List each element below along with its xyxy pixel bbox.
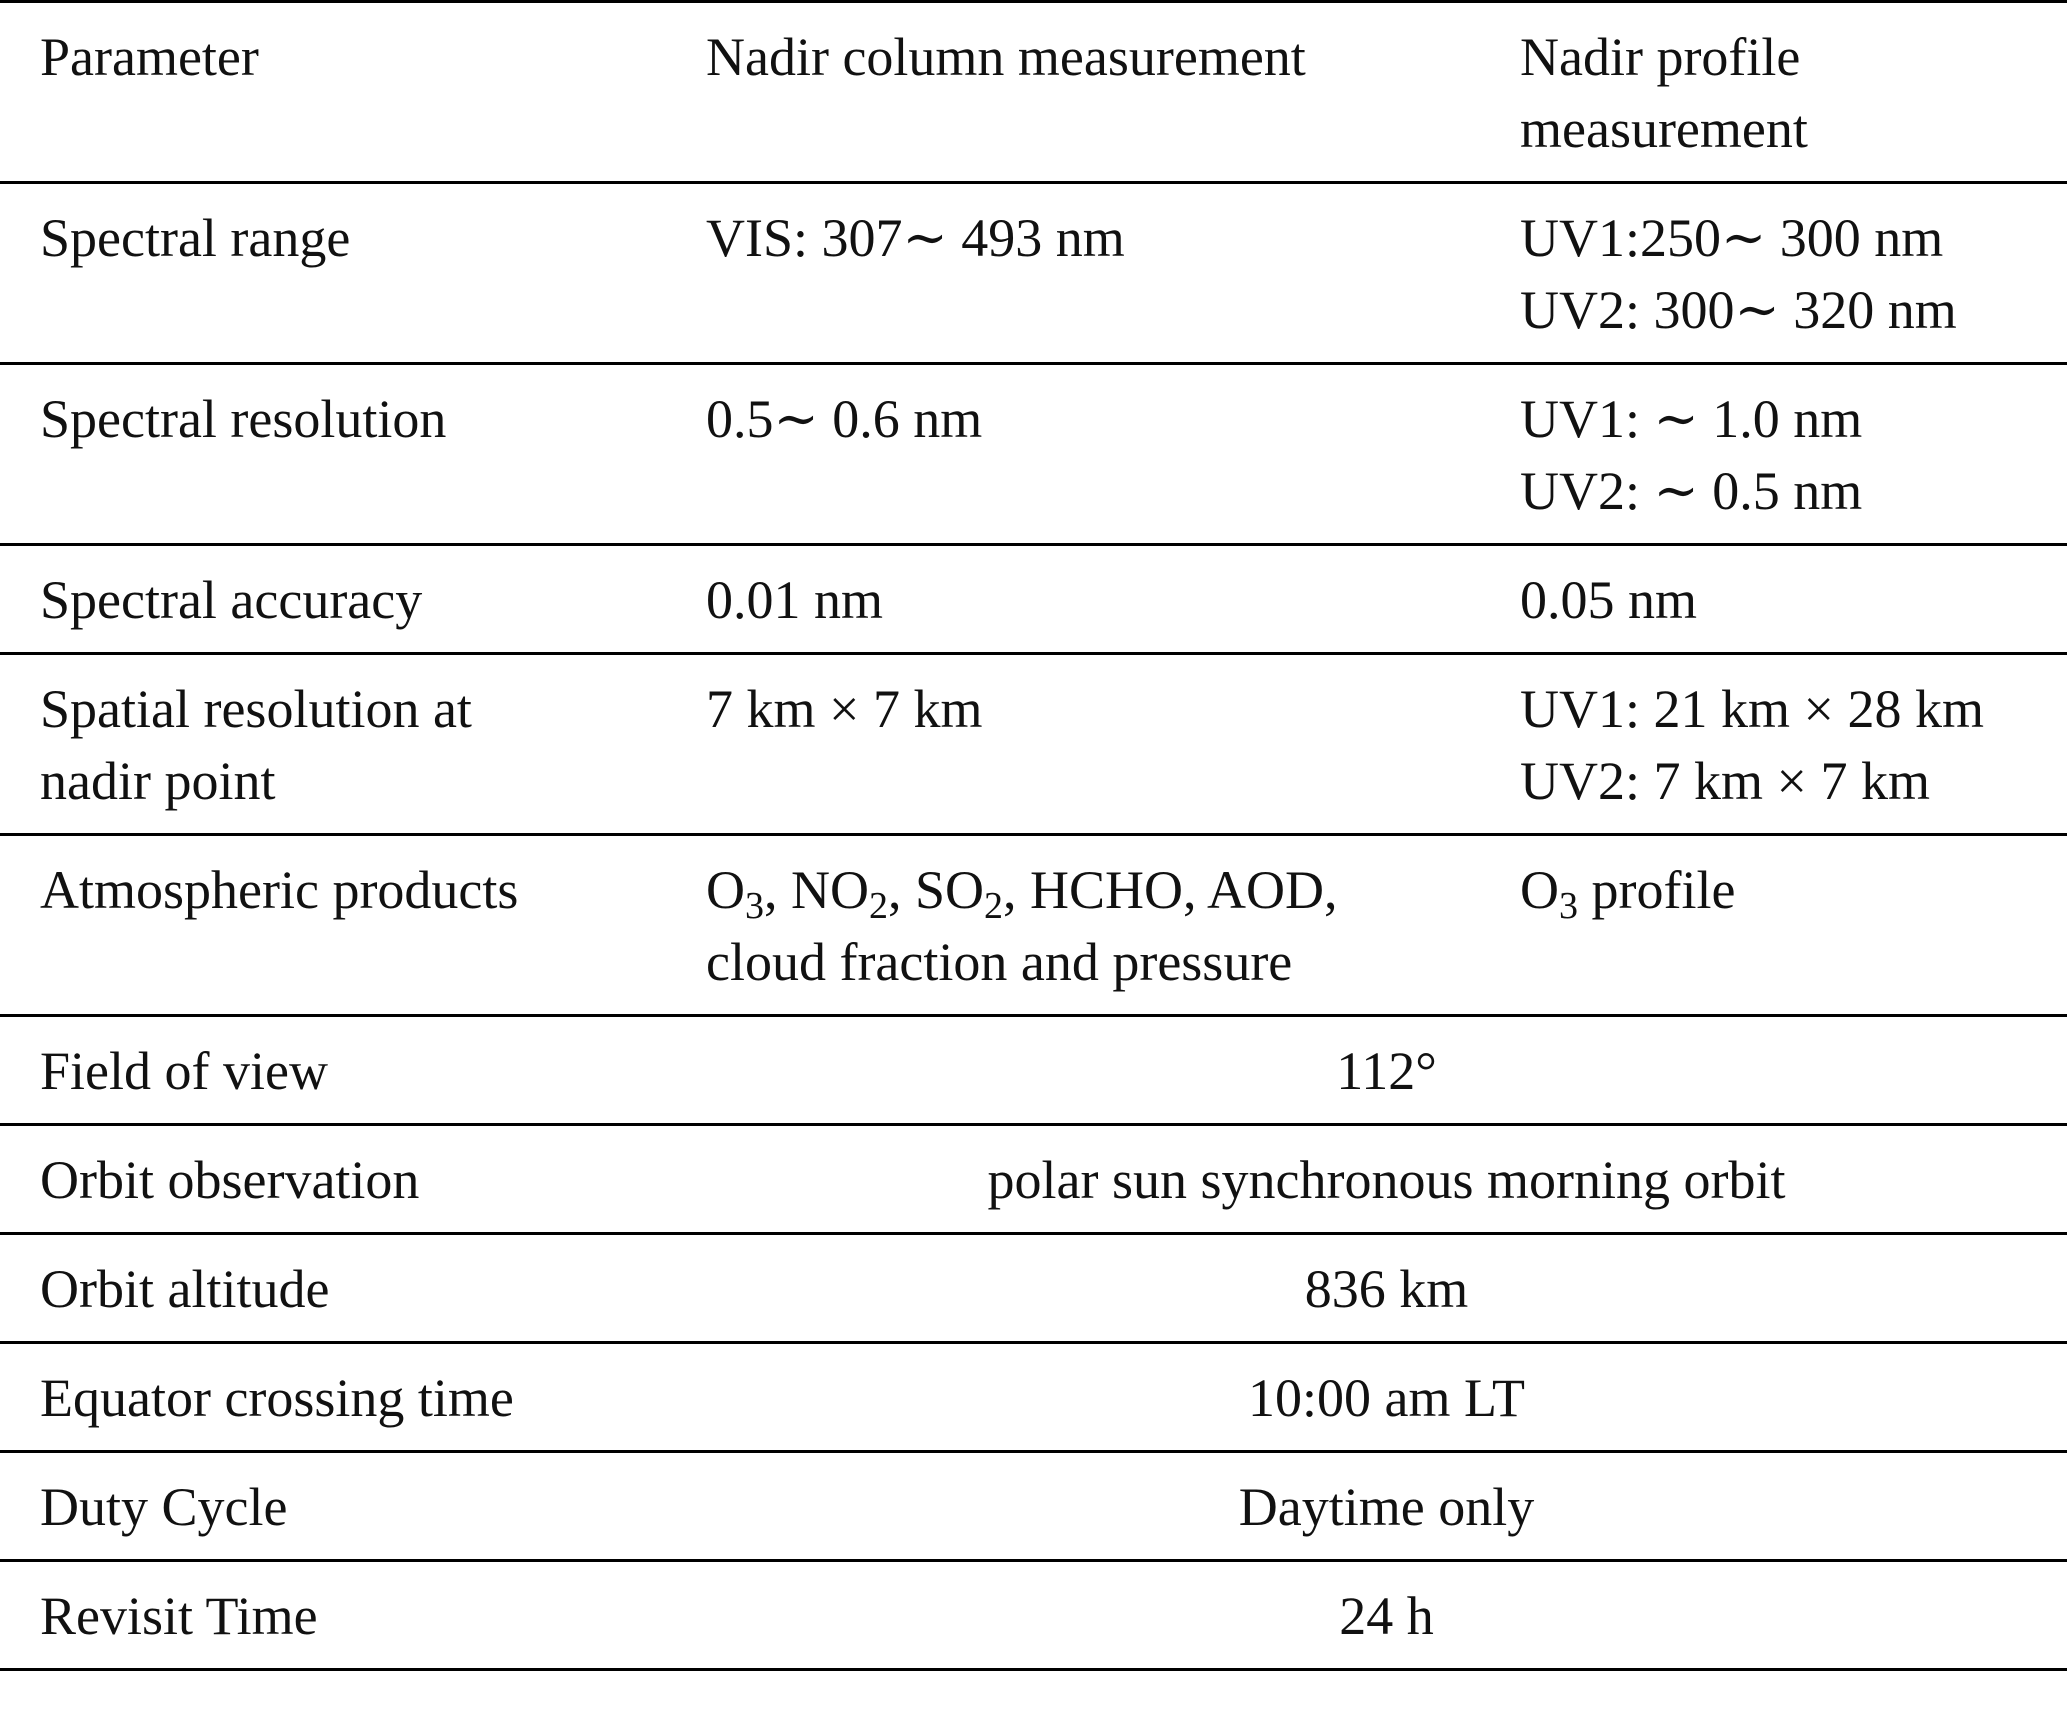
so2-symbol: , SO (888, 860, 985, 920)
profile-rest: profile (1578, 860, 1736, 920)
subscript: 3 (1559, 885, 1578, 927)
table-row-orbit-observation (0, 1125, 2067, 1234)
header-profile-line2: measurement (1520, 99, 1808, 159)
subscript: 2 (984, 885, 1004, 927)
row-label: Duty Cycle (0, 1452, 706, 1561)
shared-value: Daytime only (706, 1452, 2067, 1561)
subscript: 2 (869, 885, 888, 927)
column-value: 0.01 nm (706, 545, 1520, 654)
subscript: 3 (745, 885, 764, 927)
no2-symbol: , NO (764, 860, 869, 920)
profile-line1: UV1: 21 km × 28 km (1520, 679, 1984, 739)
table-header-row (0, 2, 2067, 183)
row-label: Field of view (0, 1016, 706, 1125)
column-value: 0.5∼ 0.6 nm (706, 364, 1520, 545)
table-row-field-of-view (0, 1016, 2067, 1125)
header-parameter: Parameter (0, 2, 706, 183)
profile-value (1520, 835, 2067, 1016)
shared-value: 24 h (706, 1561, 2067, 1670)
header-profile-line1: Nadir profile (1520, 27, 1801, 87)
row-label-line1: Spatial resolution at (40, 679, 472, 739)
profile-value: 0.05 nm (1520, 545, 2067, 654)
profile-value (1520, 654, 2067, 835)
row-label: Orbit altitude (0, 1234, 706, 1343)
shared-value: 10:00 am LT (706, 1343, 2067, 1452)
products-rest: , HCHO, AOD, (1003, 860, 1338, 920)
table-row-spectral-resolution (0, 364, 2067, 545)
table-row-spectral-range (0, 183, 2067, 364)
table-row-spatial-resolution (0, 654, 2067, 835)
profile-line2: UV2: 7 km × 7 km (1520, 751, 1930, 811)
table-row-equator-crossing-time (0, 1343, 2067, 1452)
column-value: 7 km × 7 km (706, 654, 1520, 835)
row-label: Spectral resolution (0, 364, 706, 545)
profile-value (1520, 183, 2067, 364)
column-line2: cloud fraction and pressure (706, 932, 1293, 992)
row-label: Orbit observation (0, 1125, 706, 1234)
row-label: Atmospheric products (0, 835, 706, 1016)
o3-symbol: O (1520, 860, 1559, 920)
row-label (0, 654, 706, 835)
table-row-atmospheric-products (0, 835, 2067, 1016)
table-row-duty-cycle (0, 1452, 2067, 1561)
table-row-revisit-time (0, 1561, 2067, 1670)
header-column-measurement: Nadir column measurement (706, 2, 1520, 183)
table-row-spectral-accuracy (0, 545, 2067, 654)
o3-symbol: O (706, 860, 745, 920)
table-row-orbit-altitude (0, 1234, 2067, 1343)
profile-line2: UV2: 300∼ 320 nm (1520, 280, 1957, 340)
row-label: Spectral accuracy (0, 545, 706, 654)
row-label: Spectral range (0, 183, 706, 364)
column-line1 (706, 854, 1520, 926)
shared-value: 836 km (706, 1234, 2067, 1343)
row-label: Revisit Time (0, 1561, 706, 1670)
column-value: VIS: 307∼ 493 nm (706, 183, 1520, 364)
profile-value (1520, 364, 2067, 545)
header-profile-measurement (1520, 2, 2067, 183)
row-label-line2: nadir point (40, 751, 276, 811)
profile-line1: UV1: ∼ 1.0 nm (1520, 389, 1863, 449)
profile-line1: UV1:250∼ 300 nm (1520, 208, 1944, 268)
profile-line2: UV2: ∼ 0.5 nm (1520, 461, 1863, 521)
shared-value: 112° (706, 1016, 2067, 1125)
row-label: Equator crossing time (0, 1343, 706, 1452)
shared-value: polar sun synchronous morning orbit (706, 1125, 2067, 1234)
column-value (706, 835, 1520, 1016)
